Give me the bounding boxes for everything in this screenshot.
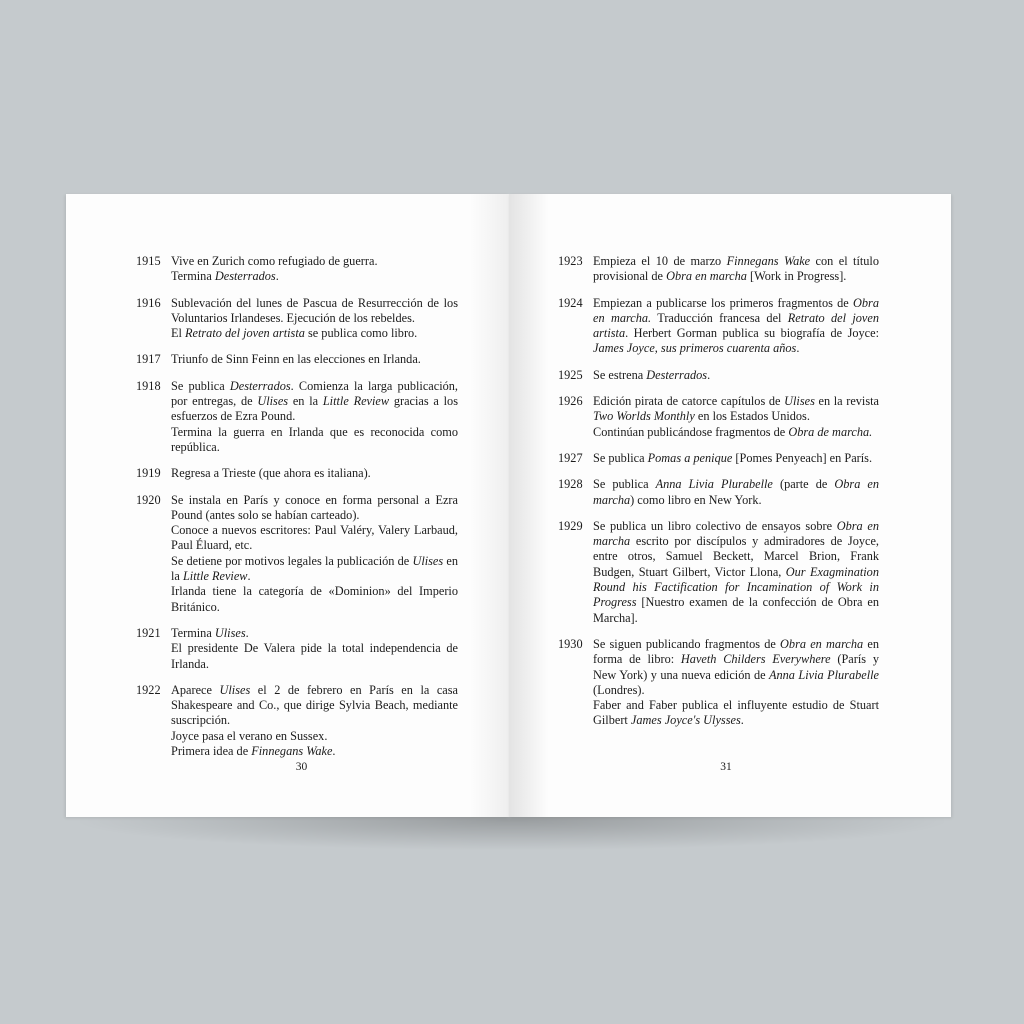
entry-paragraph: [171, 493, 458, 524]
entry-text: [593, 296, 879, 357]
text-run: (parte de: [772, 477, 835, 492]
chronology-entry: [558, 477, 879, 508]
italic-title: Haveth Childers Everywhere: [680, 652, 831, 667]
italic-title: Desterrados: [229, 378, 291, 393]
chronology-entry: [558, 368, 879, 383]
text-run: .: [275, 269, 279, 284]
entry-year: 1926: [558, 394, 583, 409]
entry-text: [593, 394, 879, 440]
italic-title: Desterrados: [646, 367, 708, 382]
text-run: el 2 de febrero en París en la casa Shakespeare and Co., que dirige Sylvia Beach, mediante suscripción.: [171, 682, 459, 728]
chronology-entry: [136, 683, 458, 759]
entry-year: 1927: [558, 450, 583, 465]
text-run: El presidente De Valera pide la total independencia de Irlanda.: [171, 641, 458, 671]
text-run: .: [796, 341, 800, 356]
entry-text: [171, 493, 458, 615]
entry-paragraph: [593, 394, 879, 425]
italic-title: Retrato del joven artista: [185, 326, 305, 341]
italic-title: Little Review: [182, 569, 248, 584]
italic-title: Two Worlds Monthly: [593, 409, 695, 424]
text-run: [Work in Progress].: [746, 269, 847, 284]
chronology-entry: [558, 254, 879, 285]
italic-title: Finnegans Wake: [726, 254, 811, 268]
entry-text: [171, 466, 458, 481]
entry-paragraph: [171, 626, 458, 641]
entry-text: [593, 637, 879, 729]
entry-year: 1930: [558, 636, 583, 651]
chronology-entry: [558, 451, 879, 466]
text-run: Primera idea de: [171, 744, 252, 759]
entry-paragraph: [171, 641, 458, 672]
italic-title: Ulises: [257, 394, 289, 409]
text-run: ) como libro en New York.: [630, 492, 762, 507]
entry-paragraph: [171, 466, 458, 481]
text-run: . Comienza la larga publicación, por entregas, de: [171, 378, 458, 409]
text-run: . Herbert Gorman publica su biografía de Joyce:: [625, 326, 879, 341]
entry-paragraph: [593, 368, 879, 383]
text-run: .: [247, 569, 251, 584]
italic-title: Our Exagmination Round his Factification for Incamination of Work in Progress: [593, 564, 879, 610]
chronology-entry: [558, 637, 879, 729]
italic-title: Ulises: [214, 625, 246, 640]
text-run: Se publica: [171, 378, 230, 393]
entry-text: [171, 352, 458, 367]
text-run: Se siguen publicando fragmentos de: [593, 636, 781, 651]
entry-paragraph: [171, 254, 458, 269]
gutter-shade: [509, 194, 549, 817]
text-run: Aparece: [171, 682, 220, 697]
page-number: 30: [295, 761, 308, 773]
entry-text: [593, 519, 879, 626]
text-run: El: [171, 326, 186, 341]
text-run: Edición pirata de catorce capítulos de: [593, 394, 785, 409]
text-run: Termina: [171, 269, 215, 284]
italic-title: Anna Livia Plurabelle: [655, 477, 773, 492]
entry-year: 1915: [136, 254, 161, 268]
entry-paragraph: [171, 269, 458, 284]
text-run: [Nuestro examen de la confección de Obra en Marcha].: [593, 595, 879, 625]
entry-text: [171, 379, 458, 455]
text-run: gracias a los esfuerzos de Ezra Pound.: [171, 394, 458, 424]
italic-title: Ulises: [412, 553, 444, 568]
text-run: en la: [171, 553, 458, 584]
italic-title: James Joyce, sus primeros cuarenta años: [593, 341, 797, 356]
text-run: Vive en Zurich como refugiado de guerra.: [171, 254, 378, 268]
chronology-entry: [136, 296, 458, 342]
entry-paragraph: [593, 254, 879, 285]
entry-paragraph: [171, 523, 458, 554]
entry-paragraph: [171, 296, 458, 327]
text-run: Conoce a nuevos escritores: Paul Valéry, Valery Larbaud, Paul Éluard, etc.: [171, 523, 458, 553]
text-run: .: [740, 713, 744, 728]
gutter-shade: [469, 194, 509, 817]
text-run: con el título provisional de: [593, 254, 879, 284]
entry-year: 1929: [558, 518, 583, 533]
text-run: Empieza el 10 de marzo: [593, 254, 727, 268]
text-run: escrito por discípulos y admiradores de Joyce, entre otros, Samuel Beckett, Marcel Brion, Frank Budgen, Stuart Gilbert, Victor Llona,: [593, 534, 879, 579]
entry-year: 1916: [136, 295, 161, 310]
italic-title: Obra en marcha.: [593, 295, 879, 325]
entry-year: 1917: [136, 352, 161, 367]
entry-paragraph: [593, 637, 879, 698]
text-run: Empiezan a publicarse los primeros fragmentos de: [593, 295, 854, 310]
text-run: en la: [288, 394, 323, 409]
entry-year: 1920: [136, 492, 161, 507]
text-run: (París y New York) y una nueva edición de: [593, 652, 879, 682]
entry-year: 1923: [558, 254, 583, 268]
entry-year: 1918: [136, 378, 161, 393]
entry-paragraph: [171, 683, 458, 729]
chronology-entry: [136, 466, 458, 481]
chronology-entry: [136, 379, 458, 455]
text-run: [Pomes Penyeach] en París.: [732, 450, 873, 465]
text-run: Regresa a Trieste (que ahora es italiana).: [171, 466, 371, 481]
chronology-entry: [558, 296, 879, 357]
text-run: .: [245, 625, 249, 640]
entry-year: 1924: [558, 295, 583, 310]
italic-title: Obra de marcha.: [788, 424, 873, 439]
text-run: se publica como libro.: [304, 326, 418, 341]
text-run: Faber and Faber publica el influyente estudio de Stuart Gilbert: [593, 698, 879, 728]
chronology-entry: [136, 493, 458, 615]
entry-paragraph: [593, 296, 879, 357]
italic-title: Little Review: [322, 394, 390, 409]
entry-paragraph: [171, 379, 458, 425]
text-run: Joyce pasa el verano en Sussex.: [171, 728, 328, 743]
text-run: (Londres).: [593, 682, 645, 697]
text-run: Irlanda tiene la categoría de «Dominion» del Imperio Británico.: [171, 584, 458, 614]
entry-text: [593, 254, 879, 285]
italic-title: Obra en marcha: [593, 518, 879, 549]
italic-title: Anna Livia Plurabelle: [769, 667, 880, 682]
chronology-list: [558, 254, 879, 740]
entry-year: 1921: [136, 625, 161, 640]
text-run: .: [332, 744, 336, 759]
chronology-list: [136, 254, 458, 770]
text-run: Continúan publicándose fragmentos de: [593, 424, 789, 439]
text-run: Se publica: [593, 450, 648, 465]
entry-paragraph: [171, 326, 458, 341]
text-run: Sublevación del lunes de Pascua de Resurrección de los Voluntarios Irlandeses. Ejecución de los rebeldes.: [171, 295, 458, 325]
italic-title: James Joyce's Ulysses: [630, 713, 741, 728]
text-run: Traducción francesa del: [651, 310, 788, 325]
text-run: en forma de libro:: [593, 636, 879, 667]
text-run: Se publica un libro colectivo de ensayos sobre: [593, 518, 837, 533]
italic-title: Ulises: [784, 394, 815, 409]
entry-paragraph: [171, 729, 458, 744]
entry-text: [171, 626, 458, 672]
italic-title: Ulises: [219, 682, 251, 697]
text-run: en la revista: [814, 394, 879, 409]
entry-paragraph: [171, 744, 458, 759]
text-run: Se estrena: [593, 367, 647, 382]
entry-year: 1922: [136, 682, 161, 697]
italic-title: Obra en marcha: [593, 477, 880, 507]
italic-title: Retrato del joven artista: [593, 310, 879, 341]
text-run: Triunfo de Sinn Feinn en las elecciones en Irlanda.: [171, 352, 421, 367]
italic-title: Obra en marcha: [780, 636, 864, 651]
page-number: 31: [720, 761, 732, 773]
text-run: Se instala en París y conoce en forma personal a Ezra Pound (antes solo se habían carteado).: [171, 492, 458, 522]
text-run: Se publica: [593, 477, 656, 492]
entry-paragraph: [593, 477, 879, 508]
entry-paragraph: [593, 698, 879, 729]
entry-text: [593, 451, 879, 466]
entry-year: 1919: [136, 466, 161, 481]
chronology-entry: [558, 519, 879, 626]
text-run: en los Estados Unidos.: [694, 409, 810, 424]
entry-text: [593, 368, 879, 383]
text-run: .: [707, 367, 711, 382]
italic-title: Pomas a penique: [647, 450, 733, 465]
text-run: Termina la guerra en Irlanda que es reconocida como república.: [171, 424, 458, 454]
left-page: [66, 194, 509, 817]
chronology-entry: [558, 394, 879, 440]
italic-title: Desterrados: [214, 269, 276, 284]
entry-text: [171, 296, 458, 342]
entry-text: [171, 254, 458, 285]
entry-paragraph: [171, 352, 458, 367]
entry-text: [171, 683, 458, 759]
entry-paragraph: [171, 554, 458, 585]
entry-paragraph: [593, 519, 879, 626]
right-page: [509, 194, 951, 817]
chronology-entry: [136, 626, 458, 672]
text-run: Termina: [171, 625, 215, 640]
entry-year: 1928: [558, 477, 583, 492]
italic-title: Obra en marcha: [666, 269, 747, 284]
italic-title: Finnegans Wake: [251, 744, 333, 759]
chronology-entry: [136, 254, 458, 285]
chronology-entry: [136, 352, 458, 367]
entry-paragraph: [593, 425, 879, 440]
entry-text: [593, 477, 879, 508]
entry-paragraph: [171, 425, 458, 456]
entry-paragraph: [171, 584, 458, 615]
text-run: Se detiene por motivos legales la publicación de: [171, 553, 413, 568]
entry-paragraph: [593, 451, 879, 466]
entry-year: 1925: [558, 367, 583, 382]
